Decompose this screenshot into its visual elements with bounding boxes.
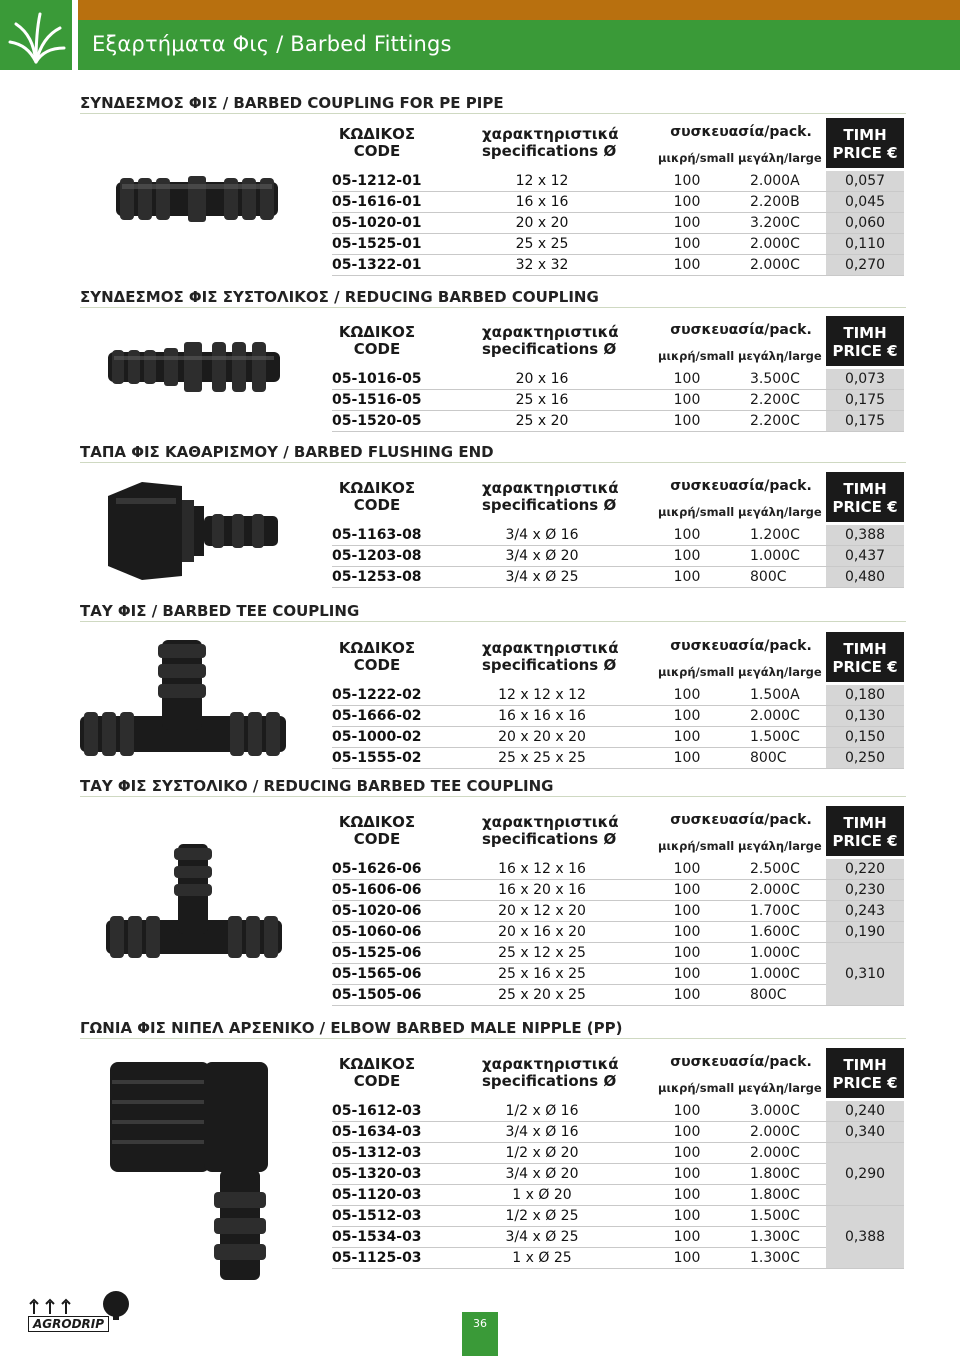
product-spec: 25 x 25 <box>515 236 569 252</box>
product-code: 05-1606-06 <box>332 882 422 898</box>
table-row <box>332 943 904 964</box>
pack-small: 100 <box>673 750 701 766</box>
pack-large: 3.200C <box>750 215 800 231</box>
product-spec: 25 x 12 x 25 <box>498 945 586 961</box>
header-small: μικρή/small <box>658 505 735 519</box>
product-code: 05-1120-03 <box>332 1187 422 1203</box>
pack-small: 100 <box>673 371 701 387</box>
pack-large: 2.500C <box>750 861 800 877</box>
pack-small: 100 <box>673 987 701 1003</box>
product-code: 05-1163-08 <box>332 527 422 543</box>
product-code: 05-1565-06 <box>332 966 422 982</box>
pack-small: 100 <box>673 966 701 982</box>
table-row <box>332 859 904 880</box>
pack-large: 1.000C <box>750 548 800 564</box>
elbow-nipple-image <box>104 1052 284 1282</box>
pack-small: 100 <box>673 173 701 189</box>
table-row <box>332 411 904 432</box>
product-spec: 3/4 x Ø 20 <box>505 548 579 564</box>
price-cell: 0,130 <box>826 706 904 726</box>
header-pack: συσκευασία/pack. <box>670 478 812 494</box>
pack-large: 1.000C <box>750 945 800 961</box>
merged-price-cell: 0,310 <box>826 943 904 1005</box>
table-row <box>332 901 904 922</box>
product-code: 05-1203-08 <box>332 548 422 564</box>
table-row <box>332 964 904 985</box>
product-spec: 25 x 16 <box>515 392 569 408</box>
pack-large: 2.200B <box>750 194 800 210</box>
section-title-elbow: ΓΩΝΙΑ ΦΙΣ ΝΙΠΕΛ ΑΡΣΕΝΙΚΟ / ELBOW BARBED MALE NIPPLE (PP) <box>80 1019 623 1037</box>
header-code: ΚΩΔΙΚΟΣ CODE <box>338 1055 416 1090</box>
table-row <box>332 234 904 255</box>
pack-large: 1.300C <box>750 1250 800 1266</box>
header-spec: χαρακτηριστικά specifications Ø <box>482 1055 619 1090</box>
page-number: 36 <box>462 1312 498 1356</box>
header-large: μεγάλη/large <box>738 505 822 519</box>
product-code: 05-1312-03 <box>332 1145 422 1161</box>
pack-large: 800C <box>750 750 787 766</box>
section-title-coupling: ΣΥΝΔΕΣΜΟΣ ΦΙΣ / BARBED COUPLING FOR PE PIPE <box>80 94 504 112</box>
price-cell: 0,388 <box>826 525 904 545</box>
pack-small: 100 <box>673 257 701 273</box>
section-divider <box>80 307 906 308</box>
pack-large: 2.000C <box>750 1124 800 1140</box>
pack-small: 100 <box>673 194 701 210</box>
product-spec: 20 x 20 <box>515 215 569 231</box>
pack-large: 2.000A <box>750 173 800 189</box>
pack-small: 100 <box>673 548 701 564</box>
table-row <box>332 985 904 1006</box>
header-large: μεγάλη/large <box>738 839 822 853</box>
table-row <box>332 255 904 276</box>
pack-small: 100 <box>673 708 701 724</box>
pack-large: 1.500A <box>750 687 800 703</box>
header-small: μικρή/small <box>658 665 735 679</box>
product-spec: 20 x 20 x 20 <box>498 729 586 745</box>
product-code: 05-1060-06 <box>332 924 422 940</box>
product-spec: 12 x 12 x 12 <box>498 687 586 703</box>
pack-small: 100 <box>673 882 701 898</box>
price-cell: 0,150 <box>826 727 904 747</box>
header-small: μικρή/small <box>658 1081 735 1095</box>
price-cell: 0,220 <box>826 859 904 879</box>
table-row <box>332 880 904 901</box>
product-spec: 25 x 20 x 25 <box>498 987 586 1003</box>
product-code: 05-1666-02 <box>332 708 422 724</box>
table-row <box>332 567 904 588</box>
pack-large: 2.200C <box>750 392 800 408</box>
pack-large: 2.000C <box>750 1145 800 1161</box>
pack-small: 100 <box>673 527 701 543</box>
pack-small: 100 <box>673 924 701 940</box>
pack-small: 100 <box>673 1187 701 1203</box>
pack-small: 100 <box>673 1208 701 1224</box>
product-spec: 16 x 16 x 16 <box>498 708 586 724</box>
price-cell: 0,250 <box>826 748 904 768</box>
product-code: 05-1516-05 <box>332 392 422 408</box>
table-row <box>332 727 904 748</box>
table-row <box>332 525 904 546</box>
header-pack: συσκευασία/pack. <box>670 638 812 654</box>
pack-large: 1.500C <box>750 729 800 745</box>
pack-small: 100 <box>673 1250 701 1266</box>
price-cell: 0,437 <box>826 546 904 566</box>
pack-large: 1.800C <box>750 1187 800 1203</box>
product-code: 05-1505-06 <box>332 987 422 1003</box>
merged-price-cell: 0,290 <box>826 1143 904 1205</box>
product-spec: 20 x 16 <box>515 371 569 387</box>
header-spec: χαρακτηριστικά specifications Ø <box>482 479 619 514</box>
product-spec: 3/4 x Ø 25 <box>505 569 579 585</box>
product-code: 05-1253-08 <box>332 569 422 585</box>
product-code: 05-1125-03 <box>332 1250 422 1266</box>
price-cell: 0,180 <box>826 685 904 705</box>
product-code: 05-1020-01 <box>332 215 422 231</box>
product-code: 05-1000-02 <box>332 729 422 745</box>
price-cell: 0,243 <box>826 901 904 921</box>
pack-large: 2.000C <box>750 708 800 724</box>
table-row <box>332 1164 904 1185</box>
product-spec: 32 x 32 <box>515 257 569 273</box>
pack-small: 100 <box>673 1124 701 1140</box>
pack-large: 1.600C <box>750 924 800 940</box>
price-cell: 0,230 <box>826 880 904 900</box>
pack-small: 100 <box>673 1145 701 1161</box>
product-code: 05-1525-06 <box>332 945 422 961</box>
product-spec: 3/4 x Ø 25 <box>505 1229 579 1245</box>
pack-small: 100 <box>673 392 701 408</box>
pack-small: 100 <box>673 1229 701 1245</box>
table-row <box>332 1227 904 1248</box>
product-spec: 12 x 12 <box>515 173 569 189</box>
section-divider <box>80 113 906 114</box>
barbed-tee-image <box>78 636 288 766</box>
header-price: ΤΙΜΗ PRICE € <box>826 316 904 366</box>
table-row <box>332 922 904 943</box>
price-cell: 0,110 <box>826 234 904 254</box>
table-row <box>332 1185 904 1206</box>
product-code: 05-1512-03 <box>332 1208 422 1224</box>
header-accent-bar <box>78 0 960 20</box>
table-row <box>332 1206 904 1227</box>
reducing-tee-image <box>104 840 284 970</box>
header-large: μεγάλη/large <box>738 665 822 679</box>
product-code: 05-1222-02 <box>332 687 422 703</box>
agrodrip-logo <box>24 1290 144 1338</box>
table-row <box>332 748 904 769</box>
header-code: ΚΩΔΙΚΟΣ CODE <box>338 813 416 848</box>
pack-small: 100 <box>673 413 701 429</box>
product-spec: 25 x 20 <box>515 413 569 429</box>
table-row <box>332 1143 904 1164</box>
header-code: ΚΩΔΙΚΟΣ CODE <box>338 479 416 514</box>
product-code: 05-1020-06 <box>332 903 422 919</box>
header-large: μεγάλη/large <box>738 151 822 165</box>
pack-small: 100 <box>673 236 701 252</box>
pack-large: 3.500C <box>750 371 800 387</box>
pack-large: 2.200C <box>750 413 800 429</box>
product-code: 05-1534-03 <box>332 1229 422 1245</box>
pack-large: 1.800C <box>750 1166 800 1182</box>
product-code: 05-1016-05 <box>332 371 422 387</box>
header-spec: χαρακτηριστικά specifications Ø <box>482 323 619 358</box>
brand-logo-block <box>0 0 72 70</box>
product-code: 05-1212-01 <box>332 173 422 189</box>
pack-large: 1.500C <box>750 1208 800 1224</box>
header-pack: συσκευασία/pack. <box>670 322 812 338</box>
header-spec: χαρακτηριστικά specifications Ø <box>482 125 619 160</box>
header-large: μεγάλη/large <box>738 1081 822 1095</box>
header-spec: χαρακτηριστικά specifications Ø <box>482 813 619 848</box>
section-divider <box>80 1038 906 1039</box>
table-row <box>332 369 904 390</box>
table-row <box>332 192 904 213</box>
brand-name: AGRODRIP <box>28 1316 109 1332</box>
grass-logo-icon <box>0 0 72 70</box>
section-divider <box>80 796 906 797</box>
product-spec: 25 x 16 x 25 <box>498 966 586 982</box>
table-row <box>332 171 904 192</box>
pack-small: 100 <box>673 945 701 961</box>
section-divider <box>80 462 906 463</box>
price-cell: 0,340 <box>826 1122 904 1142</box>
header-price: ΤΙΜΗ PRICE € <box>826 118 904 168</box>
header-code: ΚΩΔΙΚΟΣ CODE <box>338 323 416 358</box>
pack-large: 1.300C <box>750 1229 800 1245</box>
price-cell: 0,190 <box>826 922 904 942</box>
product-spec: 1 x Ø 25 <box>512 1250 572 1266</box>
header-small: μικρή/small <box>658 349 735 363</box>
header-code: ΚΩΔΙΚΟΣ CODE <box>338 125 416 160</box>
product-spec: 20 x 16 x 20 <box>498 924 586 940</box>
pack-large: 800C <box>750 987 787 1003</box>
header-code: ΚΩΔΙΚΟΣ CODE <box>338 639 416 674</box>
section-title-reducing-tee: ΤΑΥ ΦΙΣ ΣΥΣΤΟΛΙΚΟ / REDUCING BARBED TEE COUPLING <box>80 777 554 795</box>
table-row <box>332 1101 904 1122</box>
product-spec: 16 x 20 x 16 <box>498 882 586 898</box>
header-pack: συσκευασία/pack. <box>670 124 812 140</box>
section-title-tee: ΤΑΥ ΦΙΣ / BARBED TEE COUPLING <box>80 602 360 620</box>
price-cell: 0,270 <box>826 255 904 275</box>
table-row <box>332 1122 904 1143</box>
price-cell: 0,175 <box>826 411 904 431</box>
header-price: ΤΙΜΗ PRICE € <box>826 472 904 522</box>
pack-large: 1.200C <box>750 527 800 543</box>
pack-large: 2.000C <box>750 257 800 273</box>
product-code: 05-1555-02 <box>332 750 422 766</box>
product-spec: 1/2 x Ø 20 <box>505 1145 579 1161</box>
product-code: 05-1520-05 <box>332 413 422 429</box>
pack-small: 100 <box>673 903 701 919</box>
product-code: 05-1634-03 <box>332 1124 422 1140</box>
product-code: 05-1320-03 <box>332 1166 422 1182</box>
price-cell: 0,480 <box>826 567 904 587</box>
pack-large: 3.000C <box>750 1103 800 1119</box>
header-pack: συσκευασία/pack. <box>670 1054 812 1070</box>
price-cell: 0,073 <box>826 369 904 389</box>
pack-large: 2.000C <box>750 236 800 252</box>
pack-large: 1.700C <box>750 903 800 919</box>
pack-large: 2.000C <box>750 882 800 898</box>
pack-small: 100 <box>673 1103 701 1119</box>
pack-small: 100 <box>673 1166 701 1182</box>
price-cell: 0,045 <box>826 192 904 212</box>
product-spec: 3/4 x Ø 16 <box>505 527 579 543</box>
flushing-end-image <box>102 476 282 586</box>
header-pack: συσκευασία/pack. <box>670 812 812 828</box>
pack-small: 100 <box>673 569 701 585</box>
pack-small: 100 <box>673 861 701 877</box>
product-code: 05-1616-01 <box>332 194 422 210</box>
product-spec: 20 x 12 x 20 <box>498 903 586 919</box>
product-code: 05-1322-01 <box>332 257 422 273</box>
pack-small: 100 <box>673 687 701 703</box>
section-title-flushing-end: ΤΑΠΑ ΦΙΣ ΚΑΘΑΡΙΣΜΟΥ / BARBED FLUSHING END <box>80 443 494 461</box>
pack-large: 800C <box>750 569 787 585</box>
table-row <box>332 706 904 727</box>
product-spec: 25 x 25 x 25 <box>498 750 586 766</box>
product-spec: 3/4 x Ø 16 <box>505 1124 579 1140</box>
section-title-reducing-coupling: ΣΥΝΔΕΣΜΟΣ ΦΙΣ ΣΥΣΤΟΛΙΚΟΣ / REDUCING BARBED COUPLING <box>80 288 599 306</box>
header-price: ΤΙΜΗ PRICE € <box>826 632 904 682</box>
pack-small: 100 <box>673 215 701 231</box>
product-spec: 1 x Ø 20 <box>512 1187 572 1203</box>
product-code: 05-1626-06 <box>332 861 422 877</box>
merged-price-cell: 0,388 <box>826 1206 904 1268</box>
price-cell: 0,060 <box>826 213 904 233</box>
table-row <box>332 1248 904 1269</box>
section-divider <box>80 621 906 622</box>
table-row <box>332 390 904 411</box>
page-title: Εξαρτήματα Φις / Barbed Fittings <box>92 32 452 56</box>
header-small: μικρή/small <box>658 839 735 853</box>
header-spec: χαρακτηριστικά specifications Ø <box>482 639 619 674</box>
product-spec: 16 x 16 <box>515 194 569 210</box>
product-code: 05-1612-03 <box>332 1103 422 1119</box>
price-cell: 0,175 <box>826 390 904 410</box>
product-code: 05-1525-01 <box>332 236 422 252</box>
table-row <box>332 213 904 234</box>
product-spec: 1/2 x Ø 25 <box>505 1208 579 1224</box>
header-price: ΤΙΜΗ PRICE € <box>826 1048 904 1098</box>
table-row <box>332 546 904 567</box>
reducing-coupling-image <box>104 332 284 398</box>
header-small: μικρή/small <box>658 151 735 165</box>
header-price: ΤΙΜΗ PRICE € <box>826 806 904 856</box>
product-spec: 3/4 x Ø 20 <box>505 1166 579 1182</box>
barbed-coupling-image <box>112 168 282 228</box>
product-spec: 16 x 12 x 16 <box>498 861 586 877</box>
pack-small: 100 <box>673 729 701 745</box>
table-row <box>332 685 904 706</box>
price-cell: 0,240 <box>826 1101 904 1121</box>
pack-large: 1.000C <box>750 966 800 982</box>
product-spec: 1/2 x Ø 16 <box>505 1103 579 1119</box>
header-large: μεγάλη/large <box>738 349 822 363</box>
price-cell: 0,057 <box>826 171 904 191</box>
